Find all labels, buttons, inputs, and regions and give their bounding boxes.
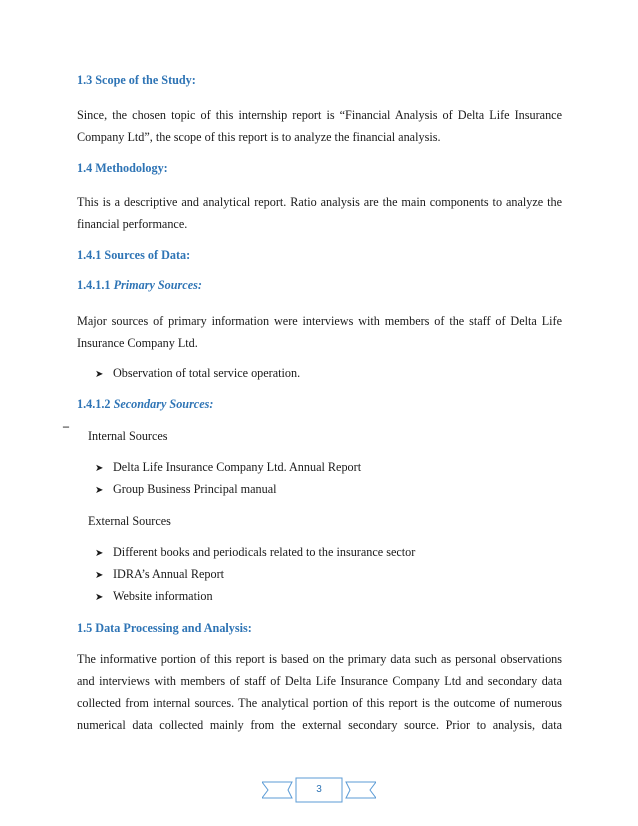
processing-line: The informative portion of this report is based on the primary data such as personal observations xyxy=(77,652,562,666)
arrow-bullet-icon: ➤ xyxy=(95,548,104,559)
arrow-bullet-icon: ➤ xyxy=(95,570,104,581)
list-item-text: Delta Life Insurance Company Ltd. Annual Report xyxy=(113,460,362,474)
primary-heading-number: 1.4.1.1 xyxy=(77,278,111,292)
dash-bullet-icon: ‾ xyxy=(63,425,69,439)
secondary-sources-heading xyxy=(77,397,562,412)
sources-heading: 1.4.1 Sources of Data: xyxy=(77,248,191,262)
processing-line: and interviews with members of staff of Delta Life Insurance Company Ltd and secondary data xyxy=(77,674,562,688)
arrow-bullet-icon: ➤ xyxy=(95,463,104,474)
internal-sources-label: Internal Sources xyxy=(88,429,168,443)
scope-paragraph: Since, the chosen topic of this internship report is “Financial Analysis of Delta Life Insurance Company Ltd”, the scope of this report is to analyze the financial analysis. xyxy=(77,108,562,144)
methodology-heading: 1.4 Methodology: xyxy=(77,161,168,175)
arrow-bullet-icon: ➤ xyxy=(95,592,104,603)
list-item-text: Group Business Principal manual xyxy=(113,482,277,496)
list-item xyxy=(95,589,213,605)
list-item-text: Website information xyxy=(113,589,213,603)
list-item xyxy=(95,366,300,382)
processing-line: collected from internal sources. The analytical portion of this report is the outcome of numerous xyxy=(77,696,562,710)
processing-heading: 1.5 Data Processing and Analysis: xyxy=(77,621,252,635)
list-item-text: Different books and periodicals related to the insurance sector xyxy=(113,545,416,559)
page-number: 3 xyxy=(316,784,322,795)
methodology-paragraph: This is a descriptive and analytical report. Ratio analysis are the main components to analyze the financial performance. xyxy=(77,195,562,231)
secondary-heading-number: 1.4.1.2 xyxy=(77,397,111,411)
processing-line: numerical data collected mainly from the external secondary source. Prior to analysis, data xyxy=(77,718,562,732)
primary-sources-heading xyxy=(77,278,562,293)
secondary-heading-title: Secondary Sources: xyxy=(113,397,214,411)
list-item xyxy=(95,567,224,583)
arrow-bullet-icon: ➤ xyxy=(95,485,104,496)
list-item xyxy=(95,482,277,498)
primary-heading-title: Primary Sources: xyxy=(113,278,202,292)
list-item xyxy=(95,545,415,561)
arrow-bullet-icon: ➤ xyxy=(95,369,104,380)
page-number-ribbon xyxy=(262,776,376,806)
scope-heading: 1.3 Scope of the Study: xyxy=(77,73,196,87)
list-item xyxy=(95,460,361,476)
external-sources-label: External Sources xyxy=(88,514,171,528)
list-item-text: IDRA’s Annual Report xyxy=(113,567,225,581)
list-item-text: Observation of total service operation. xyxy=(113,366,301,380)
primary-paragraph: Major sources of primary information were interviews with members of the staff of Delta Life Insurance Company Ltd. xyxy=(77,314,562,350)
